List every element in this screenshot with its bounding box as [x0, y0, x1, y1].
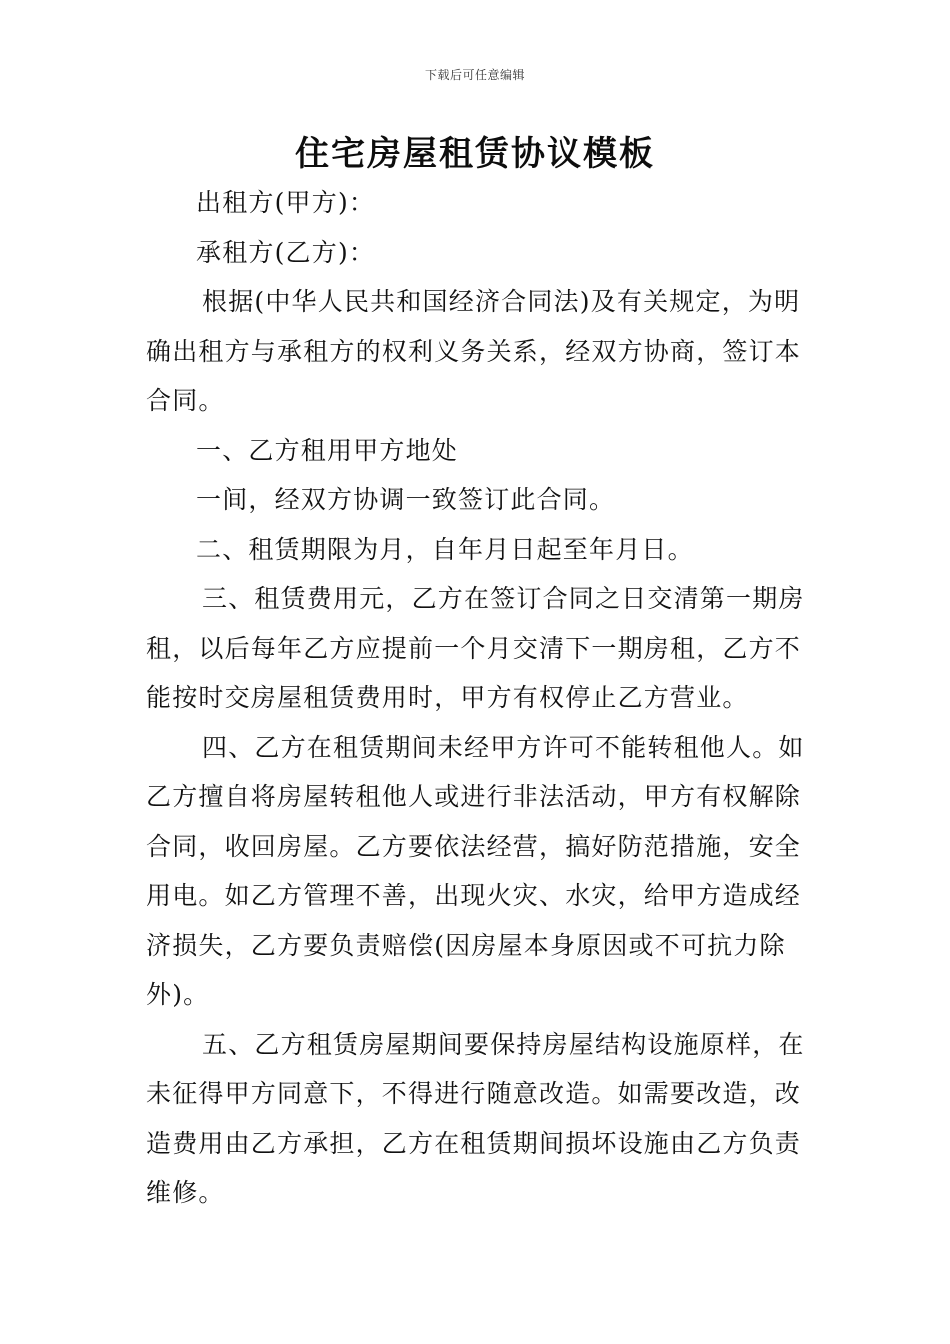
lessor-label: 出租方(甲方)： [196, 188, 376, 217]
header-note: 下载后可任意编辑 [424, 68, 525, 82]
clause-4: 四、乙方在租赁期间未经甲方许可不能转租他人。如乙方擅自将房屋转租他人或进行非法活动，甲方有权解除合同，收回房屋。乙方要依法经营，搞好防范措施，安全用电。如乙方管理不善，出现火灾、水灾，给甲方造成经济损失，乙方要负责赔偿(因房屋本身原因或不可抗力除外)。 [146, 732, 805, 1009]
intro-paragraph: 根据(中华人民共和国经济合同法)及有关规定，为明确出租方与承租方的权利义务关系，经双方协商，签订本合同。 [146, 287, 802, 415]
document-title: 住宅房屋租赁协议模板 [295, 134, 655, 174]
clause-1-line-a: 一、乙方租用甲方地处 [196, 435, 459, 465]
lessee-label: 承租方(乙方)： [196, 237, 376, 267]
clause-2: 二、租赁期限为月，自年月日起至年月日。 [196, 534, 694, 564]
document-body [146, 178, 810, 1218]
clause-3: 三、租赁费用元，乙方在签订合同之日交清第一期房租，以后每年乙方应提前一个月交清下一期房租，乙方不能按时交房屋租赁费用时，甲方有权停止乙方营业。 [146, 584, 805, 712]
clause-1-line-b: 一间，经双方协调一致签订此合同。 [196, 485, 616, 514]
clause-5: 五、乙方租赁房屋期间要保持房屋结构设施原样，在未征得甲方同意下，不得进行随意改造。如需要改造，改造费用由乙方承担，乙方在租赁期间损坏设施由乙方负责维修。 [146, 1029, 805, 1207]
